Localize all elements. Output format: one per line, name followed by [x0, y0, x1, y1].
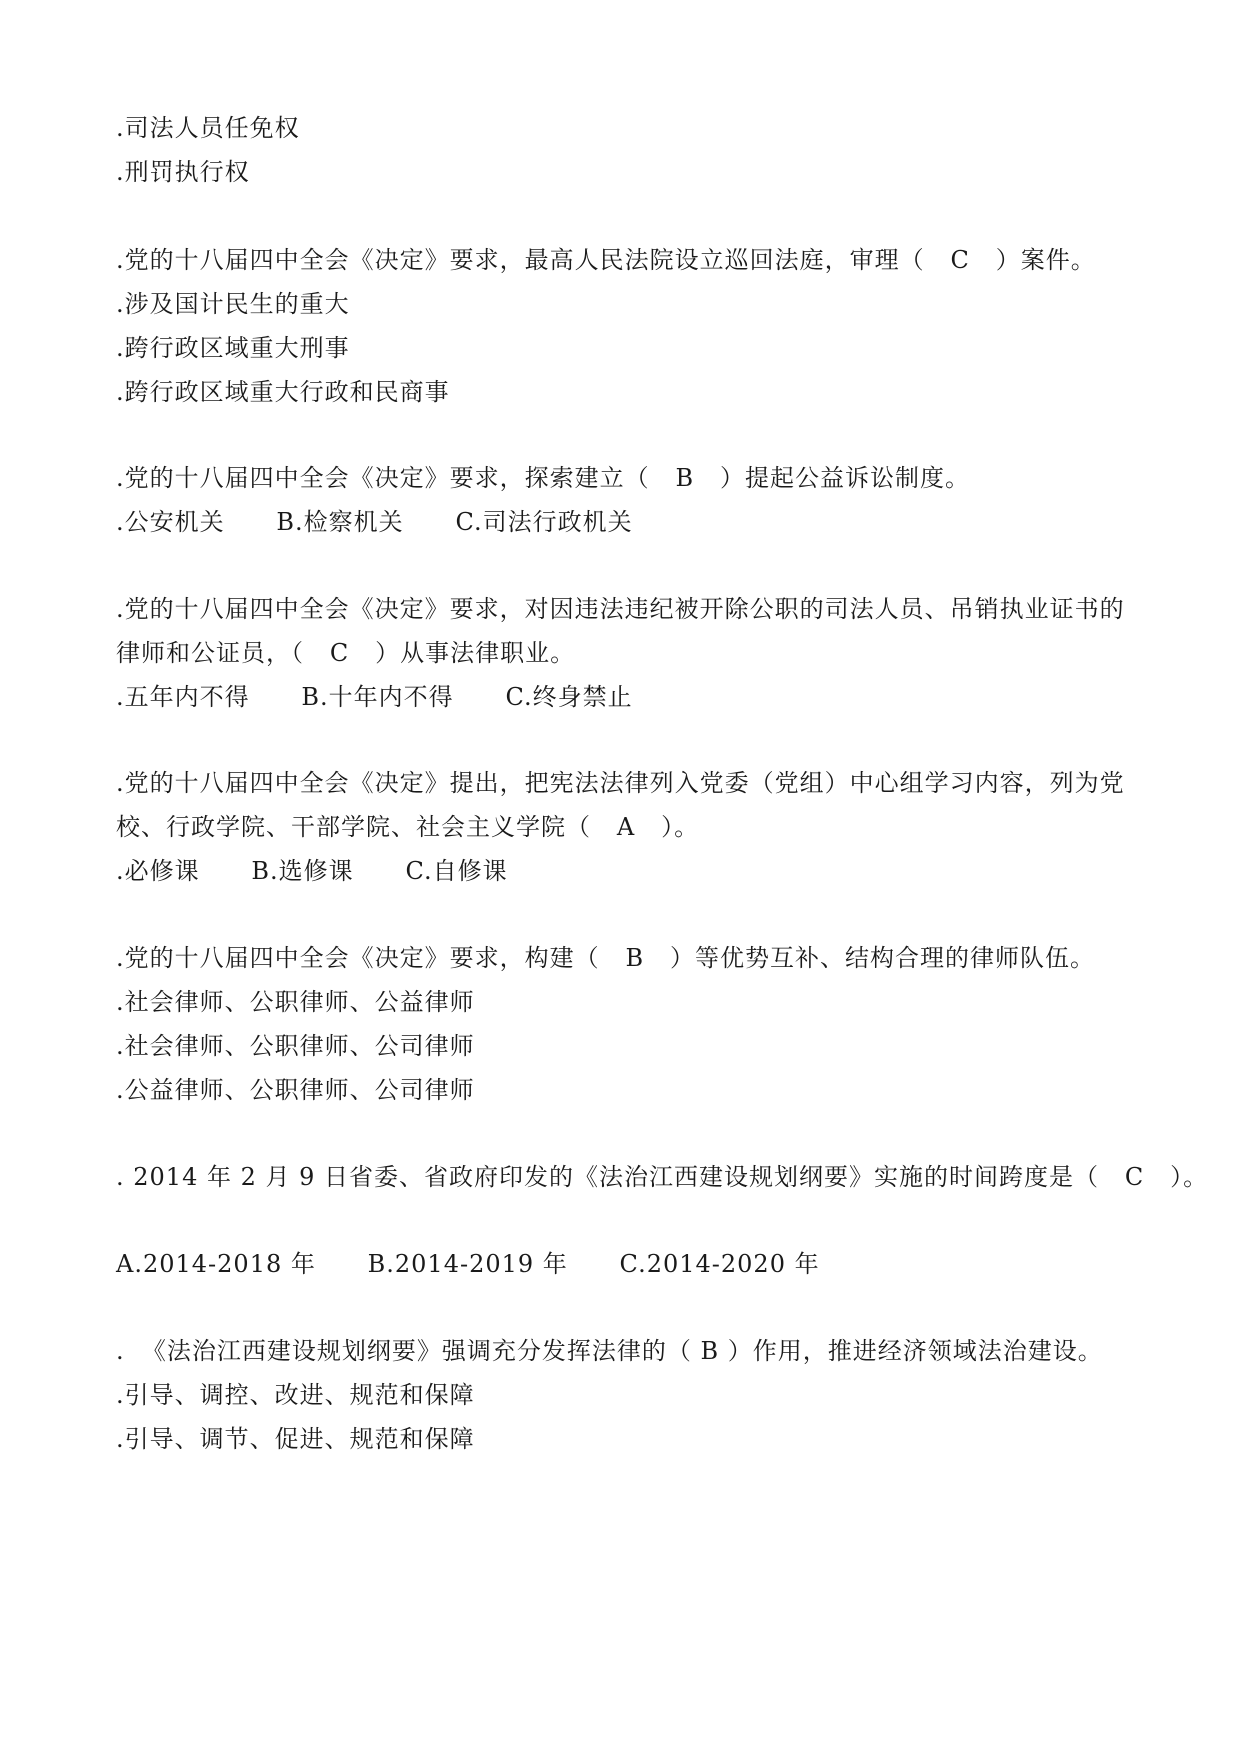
- option-line: .引导、调节、促进、规范和保障: [116, 1425, 475, 1453]
- option-line: .社会律师、公职律师、公司律师: [116, 1032, 475, 1060]
- question-line: .党的十八届四中全会《决定》要求，探索建立（ B ）提起公益诉讼制度。: [116, 464, 971, 492]
- question-line: . 《法治江西建设规划纲要》强调充分发挥法律的（ B ）作用，推进经济领域法治建设。: [116, 1337, 1103, 1365]
- option-line: .公益律师、公职律师、公司律师: [116, 1076, 475, 1104]
- option-line: .公安机关 B.检察机关 C.司法行政机关: [116, 508, 633, 536]
- option-line: .跨行政区域重大刑事: [116, 334, 350, 362]
- question-line: 律师和公证员，（ C ）从事法律职业。: [116, 639, 576, 667]
- question-line: .党的十八届四中全会《决定》要求，对因违法违纪被开除公职的司法人员、吊销执业证书的: [116, 595, 1125, 623]
- option-line: A.2014-2018 年 B.2014-2019 年 C.2014-2020 年: [116, 1250, 820, 1278]
- question-line: .党的十八届四中全会《决定》要求，最高人民法院设立巡回法庭，审理（ C ）案件。: [116, 246, 1096, 274]
- option-line: .刑罚执行权: [116, 158, 250, 186]
- option-line: .司法人员任免权: [116, 114, 300, 142]
- question-line: .党的十八届四中全会《决定》要求，构建（ B ）等优势互补、结构合理的律师队伍。: [116, 944, 1096, 972]
- option-line: .五年内不得 B.十年内不得 C.终身禁止: [116, 683, 633, 711]
- option-line: .社会律师、公职律师、公益律师: [116, 988, 475, 1016]
- question-line: 校、行政学院、干部学院、社会主义学院（ A ）。: [116, 813, 700, 841]
- option-line: .涉及国计民生的重大: [116, 290, 350, 318]
- question-line: . 2014 年 2 月 9 日省委、省政府印发的《法治江西建设规划纲要》实施的时间跨度是（ C ）。: [116, 1163, 1209, 1191]
- option-line: .必修课 B.选修课 C.自修课: [116, 857, 508, 885]
- question-line: .党的十八届四中全会《决定》提出，把宪法法律列入党委（党组）中心组学习内容，列为党: [116, 769, 1125, 797]
- option-line: .跨行政区域重大行政和民商事: [116, 378, 450, 406]
- option-line: .引导、调控、改进、规范和保障: [116, 1381, 475, 1409]
